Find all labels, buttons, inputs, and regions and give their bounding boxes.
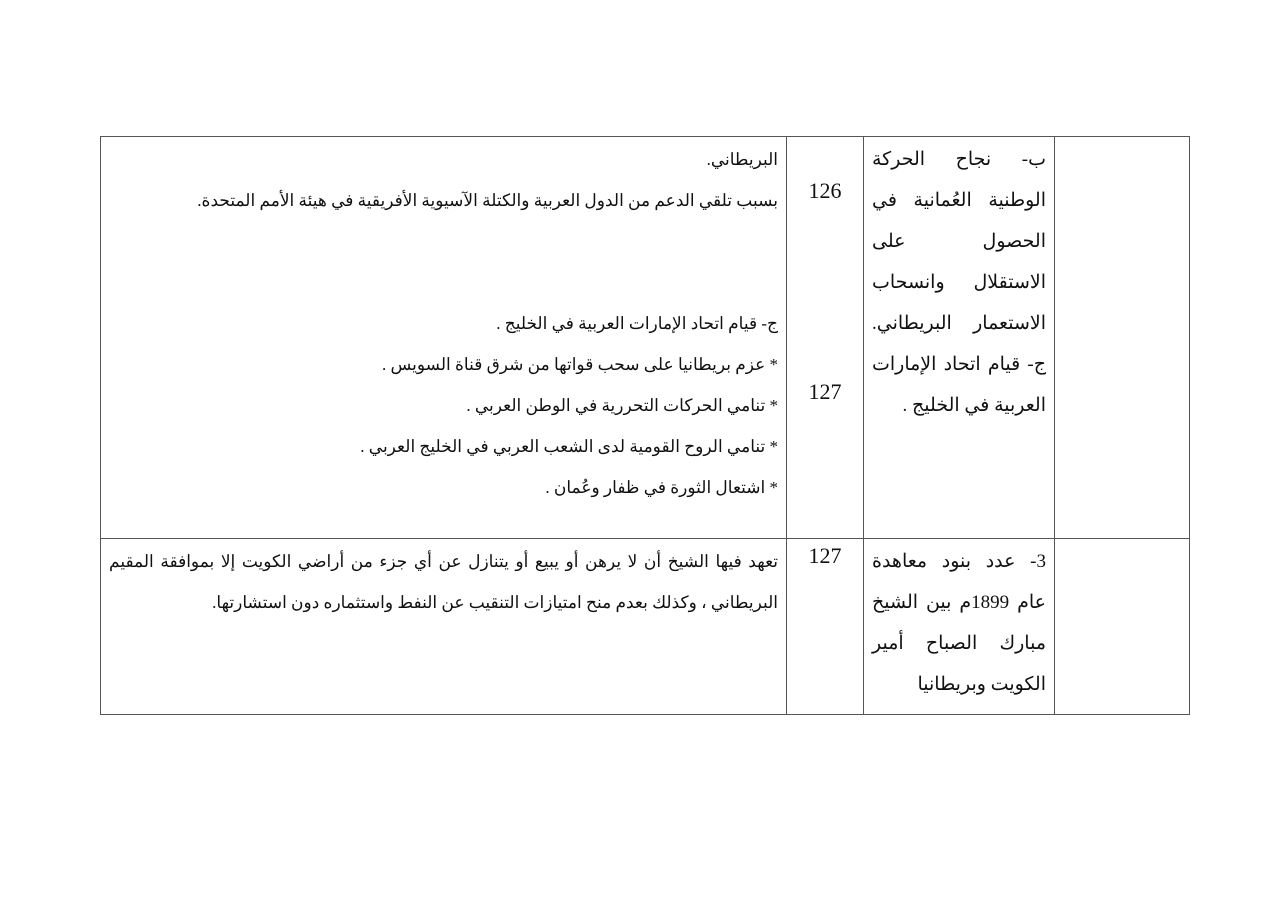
answer-line: * اشتعال الثورة في ظفار وعُمان . — [545, 478, 778, 497]
answer-line: * عزم بريطانيا على سحب قواتها من شرق قناة السويس . — [382, 355, 778, 374]
question-cell — [864, 539, 1055, 715]
answer-cell — [101, 539, 787, 715]
answer-line: * تنامي الروح القومية لدى الشعب العربي في الخليج العربي . — [360, 437, 778, 456]
answer-cell — [101, 137, 787, 539]
page-number: 126 — [808, 178, 842, 203]
answer-text: تعهد فيها الشيخ أن لا يرهن أو يبيع أو يتنازل عن أي جزء من أراضي الكويت إلا بموافقة المقيم البريطاني ، وكذلك بعدم منح امتيازات التنقيب عن النفط واستثماره دون استشارتها. — [109, 552, 778, 612]
empty-cell — [1055, 539, 1190, 715]
question-cell — [864, 137, 1055, 539]
answer-line: * تنامي الحركات التحررية في الوطن العربي . — [466, 396, 778, 415]
page-cell — [787, 137, 864, 539]
question-text: ب- نجاح الحركة الوطنية العُمانية في الحصول على الاستقلال وانسحاب الاستعمار البريطاني. ج- قيام اتحاد الإمارات العربية في الخليج . — [872, 149, 1046, 416]
table-row — [101, 137, 1190, 539]
answer-line: بسبب تلقي الدعم من الدول العربية والكتلة الآسيوية الأفريقية في هيئة الأمم المتحدة. — [197, 191, 778, 210]
table-row — [101, 539, 1190, 715]
empty-cell — [1055, 137, 1190, 539]
answer-text — [101, 137, 786, 508]
answers-table — [100, 136, 1190, 715]
question-text: 3- عدد بنود معاهدة عام 1899م بين الشيخ مبارك الصباح أمير الكويت وبريطانيا — [872, 551, 1047, 695]
page-number: 127 — [808, 379, 842, 404]
answer-line: ج- قيام اتحاد الإمارات العربية في الخليج . — [496, 314, 778, 333]
answer-line: البريطاني. — [706, 150, 778, 169]
page-cell — [787, 539, 864, 715]
page-number: 127 — [808, 543, 842, 568]
